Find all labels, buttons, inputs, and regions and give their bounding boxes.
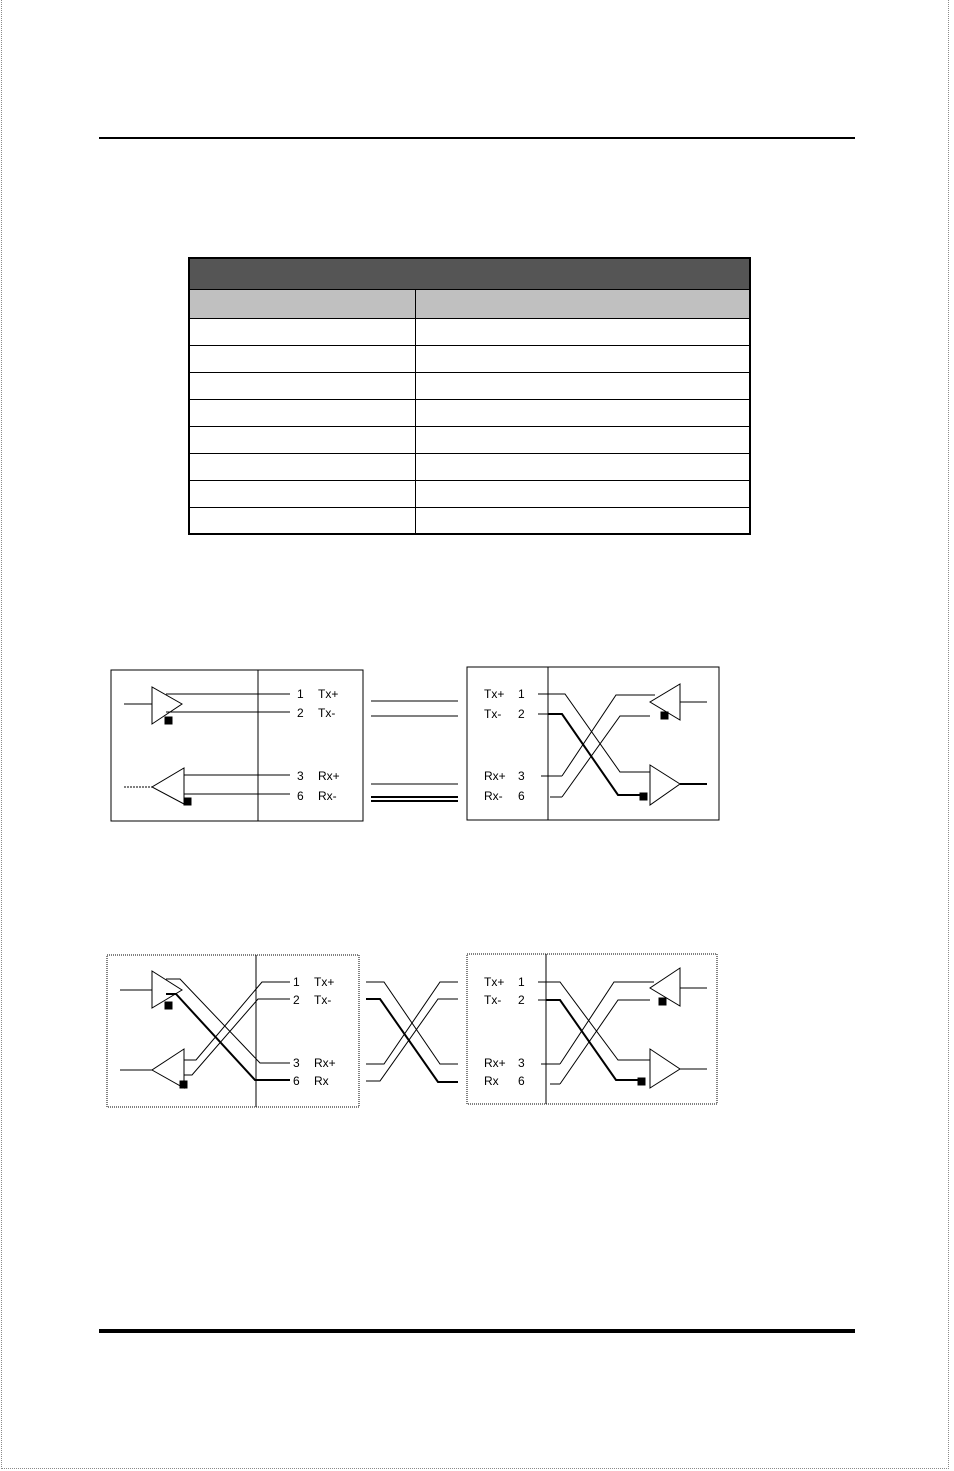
- left-signal-1: Tx+: [318, 687, 339, 701]
- right-pin-3: 3: [518, 1056, 525, 1070]
- table-header-row: [189, 289, 750, 318]
- table-cell: [189, 318, 415, 345]
- table-header-contact: [189, 289, 415, 318]
- table-cell: [189, 507, 415, 534]
- table-cell: [415, 399, 750, 426]
- right-tx-driver-icon: [650, 1049, 680, 1088]
- left-internal-wire: [166, 994, 290, 1080]
- right-tx-dot-icon: [640, 793, 647, 800]
- left-rx-receiver-icon: [152, 1049, 184, 1088]
- right-pin-2: 2: [518, 993, 525, 1007]
- right-tx-driver-icon: [650, 765, 680, 805]
- table-cell: [415, 507, 750, 534]
- table-title: [189, 258, 750, 289]
- table-cell: [415, 480, 750, 507]
- right-internal-wire: [560, 982, 654, 1064]
- right-internal-wire: [548, 694, 651, 772]
- table-cell: [189, 345, 415, 372]
- left-signal-3: Rx+: [314, 1056, 336, 1070]
- table-row: [189, 345, 750, 372]
- right-pin-1: 1: [518, 687, 525, 701]
- table-row: [189, 480, 750, 507]
- right-pin-6: 6: [518, 1074, 525, 1088]
- straight-through-svg: [0, 660, 954, 830]
- left-signal-3: Rx+: [318, 769, 340, 783]
- pin-assignment-table: [188, 257, 751, 535]
- right-rx-dot-icon: [661, 712, 668, 719]
- table-title-row: [189, 258, 750, 289]
- right-pin-3: 3: [518, 769, 525, 783]
- table-row: [189, 507, 750, 534]
- table-cell: [189, 453, 415, 480]
- table-cell: [189, 426, 415, 453]
- table-cell: [415, 426, 750, 453]
- left-pin-6: 6: [297, 789, 304, 803]
- right-signal-1: Tx+: [484, 975, 505, 989]
- cable-line: [366, 982, 458, 1064]
- right-pin-1: 1: [518, 975, 525, 989]
- left-rx-dot-icon: [184, 798, 191, 805]
- left-pin-1: 1: [297, 687, 304, 701]
- cable-line: [366, 999, 458, 1081]
- left-pin-6: 6: [293, 1074, 300, 1088]
- table-cell: [415, 372, 750, 399]
- left-signal-1: Tx+: [314, 975, 335, 989]
- left-internal-wire: [184, 999, 290, 1075]
- table-cell: [189, 399, 415, 426]
- table-row: [189, 453, 750, 480]
- table-cell: [189, 372, 415, 399]
- left-tx-dot-icon: [165, 1002, 172, 1009]
- right-internal-wire: [546, 1000, 640, 1080]
- table-cell: [415, 453, 750, 480]
- table-cell: [415, 318, 750, 345]
- right-pin-6: 6: [518, 789, 525, 803]
- left-pin-3: 3: [293, 1056, 300, 1070]
- header-rule: [99, 137, 855, 139]
- left-rx-receiver-icon: [152, 768, 184, 804]
- right-tx-dot-icon: [638, 1078, 645, 1085]
- left-signal-6: Rx-: [318, 789, 337, 803]
- left-tx-dot-icon: [165, 717, 172, 724]
- left-pin-2: 2: [293, 993, 300, 1007]
- right-signal-6: Rx: [484, 1074, 499, 1088]
- table-cell: [415, 345, 750, 372]
- crossover-diagram: [0, 948, 954, 1118]
- right-signal-3: Rx+: [484, 769, 506, 783]
- right-internal-wire: [548, 714, 640, 795]
- table-row: [189, 372, 750, 399]
- table-cell: [189, 480, 415, 507]
- cable-line: [366, 999, 458, 1082]
- straight-through-diagram: [0, 660, 954, 830]
- right-signal-2: Tx-: [484, 993, 502, 1007]
- right-rx-dot-icon: [659, 998, 666, 1005]
- left-pin-3: 3: [297, 769, 304, 783]
- crossover-svg: [0, 948, 954, 1118]
- table-row: [189, 399, 750, 426]
- footer-rule: [99, 1329, 855, 1333]
- table-row: [189, 426, 750, 453]
- right-internal-wire: [546, 982, 650, 1060]
- right-signal-1: Tx+: [484, 687, 505, 701]
- table-header-signal: [415, 289, 750, 318]
- table-row: [189, 318, 750, 345]
- right-signal-3: Rx+: [484, 1056, 506, 1070]
- left-rx-dot-icon: [180, 1081, 187, 1088]
- right-pin-2: 2: [518, 707, 525, 721]
- right-signal-6: Rx-: [484, 789, 503, 803]
- right-port-box: [467, 667, 719, 820]
- right-signal-2: Tx-: [484, 707, 502, 721]
- left-signal-2: Tx-: [318, 706, 336, 720]
- left-signal-2: Tx-: [314, 993, 332, 1007]
- left-pin-2: 2: [297, 706, 304, 720]
- left-signal-6: Rx: [314, 1074, 329, 1088]
- left-pin-1: 1: [293, 975, 300, 989]
